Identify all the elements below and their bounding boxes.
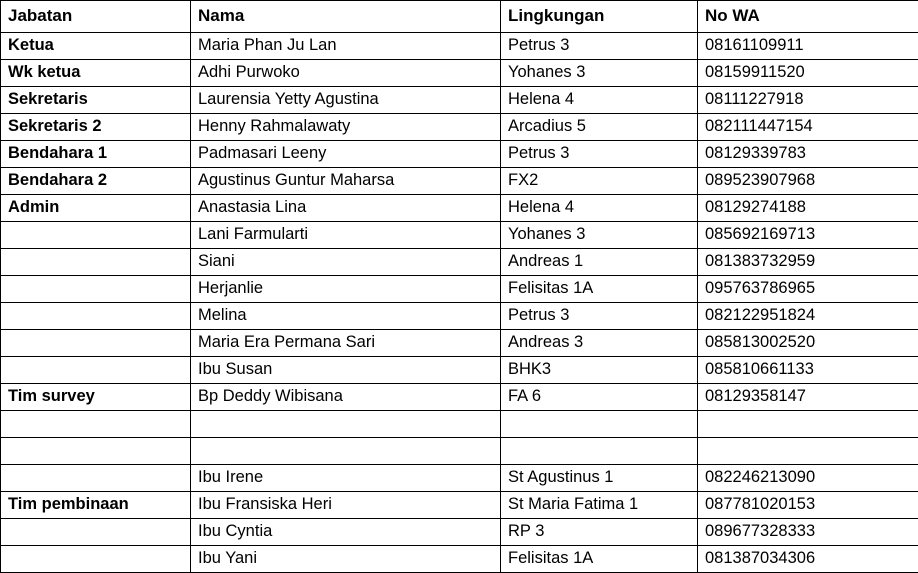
cell-jabatan	[1, 465, 191, 492]
cell-lingkungan: RP 3	[501, 519, 698, 546]
table-row	[1, 222, 918, 249]
cell-nama: Bp Deddy Wibisana	[191, 384, 501, 411]
cell-lingkungan: FX2	[501, 168, 698, 195]
cell-no-wa	[698, 438, 918, 465]
column-header-nama: Nama	[191, 1, 501, 33]
cell-nama: Ibu Fransiska Heri	[191, 492, 501, 519]
table-row	[1, 357, 918, 384]
column-header-lingkungan: Lingkungan	[501, 1, 698, 33]
cell-lingkungan	[501, 411, 698, 438]
table-body	[1, 33, 918, 573]
cell-jabatan: Tim pembinaan	[1, 492, 191, 519]
cell-nama: Maria Era Permana Sari	[191, 330, 501, 357]
cell-lingkungan: Yohanes 3	[501, 60, 698, 87]
cell-no-wa: 089523907968	[698, 168, 918, 195]
cell-lingkungan: St Agustinus 1	[501, 465, 698, 492]
table-row	[1, 168, 918, 195]
table-row	[1, 330, 918, 357]
cell-lingkungan: Andreas 3	[501, 330, 698, 357]
table-row	[1, 195, 918, 222]
cell-lingkungan: Andreas 1	[501, 249, 698, 276]
cell-no-wa: 08159911520	[698, 60, 918, 87]
table-row	[1, 465, 918, 492]
cell-nama: Padmasari Leeny	[191, 141, 501, 168]
cell-no-wa: 08129358147	[698, 384, 918, 411]
cell-nama: Henny Rahmalawaty	[191, 114, 501, 141]
cell-lingkungan: FA 6	[501, 384, 698, 411]
cell-lingkungan: Petrus 3	[501, 303, 698, 330]
cell-jabatan: Sekretaris 2	[1, 114, 191, 141]
cell-jabatan: Sekretaris	[1, 87, 191, 114]
cell-lingkungan: BHK3	[501, 357, 698, 384]
cell-lingkungan: Felisitas 1A	[501, 276, 698, 303]
cell-nama: Adhi Purwoko	[191, 60, 501, 87]
table-row	[1, 276, 918, 303]
cell-lingkungan: Felisitas 1A	[501, 546, 698, 573]
cell-jabatan: Bendahara 2	[1, 168, 191, 195]
table-row	[1, 411, 918, 438]
cell-lingkungan: Arcadius 5	[501, 114, 698, 141]
cell-no-wa: 082111447154	[698, 114, 918, 141]
cell-lingkungan: Helena 4	[501, 87, 698, 114]
cell-lingkungan: Helena 4	[501, 195, 698, 222]
cell-no-wa: 082246213090	[698, 465, 918, 492]
cell-nama: Agustinus Guntur Maharsa	[191, 168, 501, 195]
cell-jabatan	[1, 249, 191, 276]
table-row	[1, 303, 918, 330]
cell-lingkungan: St Maria Fatima 1	[501, 492, 698, 519]
cell-lingkungan	[501, 438, 698, 465]
cell-no-wa: 085813002520	[698, 330, 918, 357]
cell-nama: Herjanlie	[191, 276, 501, 303]
cell-no-wa: 08129274188	[698, 195, 918, 222]
table-row	[1, 492, 918, 519]
cell-jabatan	[1, 438, 191, 465]
cell-nama: Laurensia Yetty Agustina	[191, 87, 501, 114]
cell-no-wa	[698, 411, 918, 438]
cell-no-wa: 087781020153	[698, 492, 918, 519]
table-row	[1, 114, 918, 141]
column-header-no-wa: No WA	[698, 1, 918, 33]
cell-no-wa: 082122951824	[698, 303, 918, 330]
table-row	[1, 33, 918, 60]
table-row	[1, 141, 918, 168]
cell-no-wa: 085692169713	[698, 222, 918, 249]
cell-lingkungan: Petrus 3	[501, 33, 698, 60]
table-row	[1, 438, 918, 465]
cell-jabatan	[1, 519, 191, 546]
cell-nama: Ibu Susan	[191, 357, 501, 384]
table-row	[1, 87, 918, 114]
cell-no-wa: 081387034306	[698, 546, 918, 573]
table-row	[1, 519, 918, 546]
cell-nama: Ibu Yani	[191, 546, 501, 573]
cell-nama	[191, 411, 501, 438]
table-row	[1, 60, 918, 87]
cell-jabatan	[1, 546, 191, 573]
cell-nama	[191, 438, 501, 465]
cell-no-wa: 089677328333	[698, 519, 918, 546]
cell-jabatan: Tim survey	[1, 384, 191, 411]
cell-no-wa: 08111227918	[698, 87, 918, 114]
cell-jabatan	[1, 330, 191, 357]
cell-no-wa: 08161109911	[698, 33, 918, 60]
cell-nama: Siani	[191, 249, 501, 276]
cell-lingkungan: Petrus 3	[501, 141, 698, 168]
cell-jabatan: Wk ketua	[1, 60, 191, 87]
cell-jabatan	[1, 303, 191, 330]
cell-nama: Lani Farmularti	[191, 222, 501, 249]
table-row	[1, 384, 918, 411]
cell-jabatan	[1, 276, 191, 303]
cell-jabatan	[1, 411, 191, 438]
cell-no-wa: 081383732959	[698, 249, 918, 276]
cell-nama: Ibu Irene	[191, 465, 501, 492]
cell-nama: Ibu Cyntia	[191, 519, 501, 546]
cell-jabatan	[1, 357, 191, 384]
cell-no-wa: 085810661133	[698, 357, 918, 384]
table-row	[1, 546, 918, 573]
cell-jabatan: Admin	[1, 195, 191, 222]
cell-nama: Melina	[191, 303, 501, 330]
cell-jabatan: Bendahara 1	[1, 141, 191, 168]
column-header-jabatan: Jabatan	[1, 1, 191, 33]
table-header	[1, 1, 918, 33]
table-header-row	[1, 1, 918, 33]
table-row	[1, 249, 918, 276]
cell-no-wa: 08129339783	[698, 141, 918, 168]
cell-nama: Anastasia Lina	[191, 195, 501, 222]
cell-nama: Maria Phan Ju Lan	[191, 33, 501, 60]
cell-jabatan: Ketua	[1, 33, 191, 60]
cell-lingkungan: Yohanes 3	[501, 222, 698, 249]
cell-jabatan	[1, 222, 191, 249]
cell-no-wa: 095763786965	[698, 276, 918, 303]
